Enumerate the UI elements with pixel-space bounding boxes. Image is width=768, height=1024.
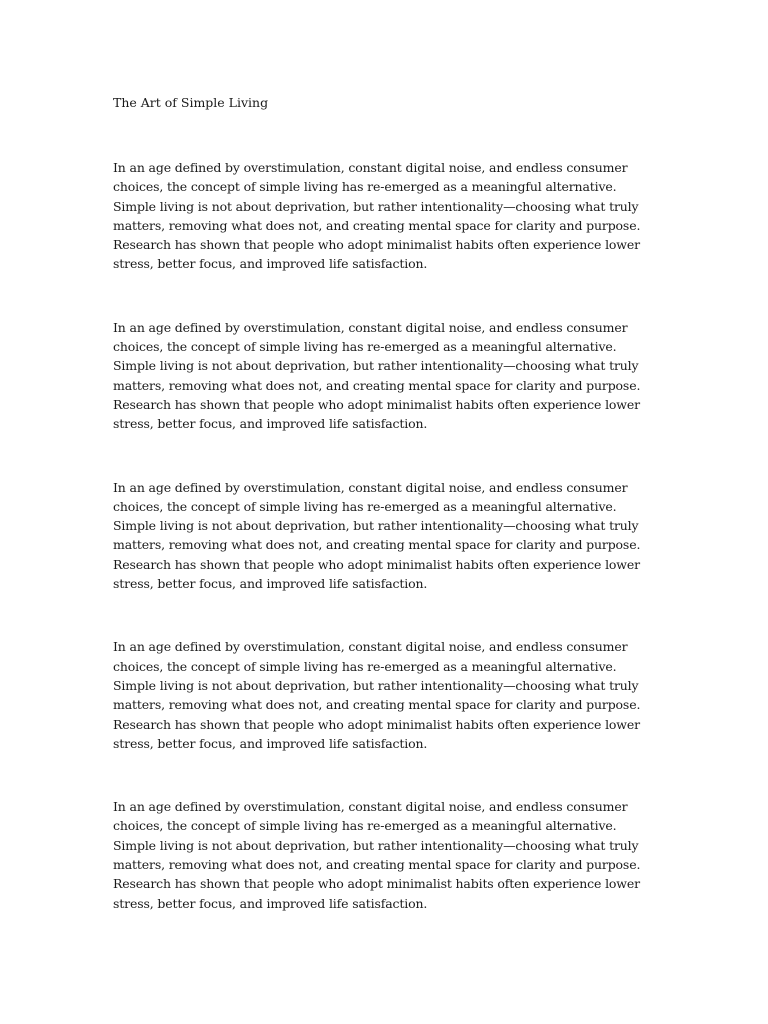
- paragraph-5: In an age defined by overstimulation, constant digital noise, and endless consumer choices, the concept of simple living has re-emerged as a meaningful alternative. Simple living is not about deprivation, but rather intentionality—choosing what truly matters, removing what does not, and creating mental space for clarity and purpose. Research has shown that people who adopt minimalist habits often experience lower stress, better focus, and improved life satisfaction.: [113, 799, 641, 911]
- paragraph-1: In an age defined by overstimulation, constant digital noise, and endless consumer choices, the concept of simple living has re-emerged as a meaningful alternative. Simple living is not about deprivation, but rather intentionality—choosing what truly matters, removing what does not, and creating mental space for clarity and purpose. Research has shown that people who adopt minimalist habits often experience lower stress, better focus, and improved life satisfaction.: [113, 160, 641, 272]
- paragraph-3: In an age defined by overstimulation, constant digital noise, and endless consumer choices, the concept of simple living has re-emerged as a meaningful alternative. Simple living is not about deprivation, but rather intentionality—choosing what truly matters, removing what does not, and creating mental space for clarity and purpose. Research has shown that people who adopt minimalist habits often experience lower stress, better focus, and improved life satisfaction.: [113, 479, 641, 592]
- paragraph-2: In an age defined by overstimulation, constant digital noise, and endless consumer choices, the concept of simple living has re-emerged as a meaningful alternative. Simple living is not about deprivation, but rather intentionality—choosing what truly matters, removing what does not, and creating mental space for clarity and purpose. Research has shown that people who adopt minimalist habits often experience lower stress, better focus, and improved life satisfaction.: [113, 319, 641, 432]
- document-title: The Art of Simple Living: [113, 95, 269, 110]
- document-page: [113, 93, 658, 957]
- paragraph-4: In an age defined by overstimulation, constant digital noise, and endless consumer choices, the concept of simple living has re-emerged as a meaningful alternative. Simple living is not about deprivation, but rather intentionality—choosing what truly matters, removing what does not, and creating mental space for clarity and purpose. Research has shown that people who adopt minimalist habits often experience lower stress, better focus, and improved life satisfaction.: [113, 639, 641, 751]
